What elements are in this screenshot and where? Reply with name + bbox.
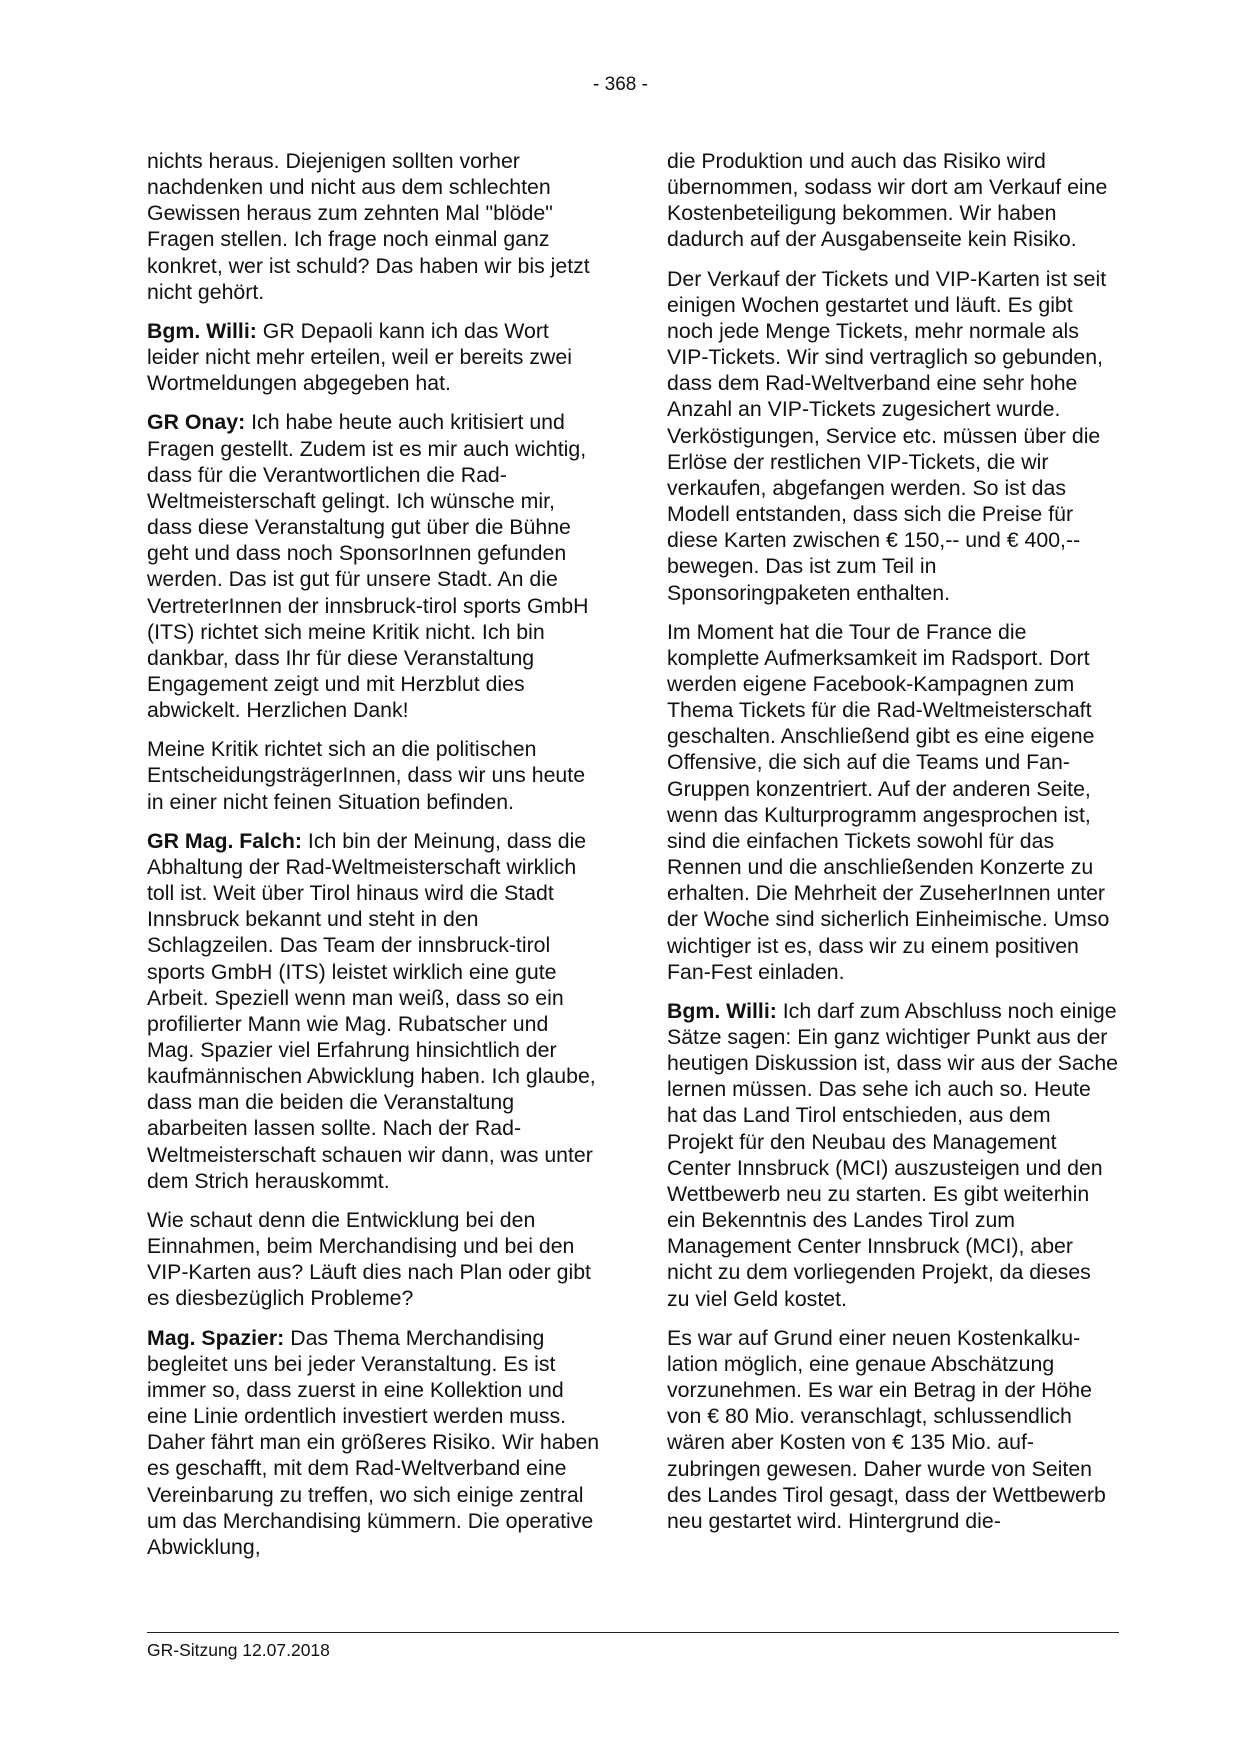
paragraph <box>667 998 1119 1312</box>
right-column <box>667 148 1119 1547</box>
speaker-name: GR Mag. Falch: <box>147 828 303 853</box>
paragraph-text: Ich darf zum Abschluss noch einige Sätze sagen: Ein ganz wichtiger Punkt aus der heutigen Diskussion ist, dass wir aus der Sache lernen müssen. Das sehe ich auch so. Heute hat das Land Tirol entschieden, aus dem Projekt für den Neubau des Management Center Innsbruck (MCI) auszusteigen und den Wettbewerb neu zu starten. Es gibt weiterhin ein Bekenntnis des Landes Tirol zum Management Center Innsbruck (MCI), aber nicht zu dem vorliegenden Projekt, da dieses zu viel Geld kostet. <box>667 998 1119 1311</box>
paragraph <box>147 409 601 723</box>
paragraph-text: Ich bin der Meinung, dass die Abhaltung der Rad-Weltmeisterschaft wirklich toll ist. Weit über Tirol hinaus wird die Stadt Innsbruck bekannt und steht in den Schlagzeilen. Das Team der innsbruck-tirol sports GmbH (ITS) leistet wirklich eine gute Arbeit. Speziell wenn man weiß, dass so ein profilierter Mann wie Mag. Rubatscher und Mag. Spazier viel Erfahrung hinsichtlich der kaufmännischen Abwicklung haben. Ich glaube, dass man die beiden die Veranstaltung abarbeiten lassen sollte. Nach der Rad-Weltmeisterschaft schauen wir dann, was unter dem Strich herauskommt. <box>147 828 596 1193</box>
paragraph <box>147 736 601 814</box>
paragraph-text: Meine Kritik richtet sich an die politischen EntscheidungsträgerInnen, dass wir uns heute in einer nicht feinen Situation befinden. <box>147 737 586 814</box>
paragraph <box>667 266 1119 606</box>
speaker-name: GR Onay: <box>147 410 246 435</box>
paragraph <box>667 619 1119 985</box>
paragraph <box>147 1325 601 1560</box>
paragraph <box>147 148 601 305</box>
paragraph-text: nichts heraus. Diejenigen sollten vorher nachdenken und nicht aus dem schlechten Gewissen heraus zum zehnten Mal "blöde" Fragen stellen. Ich frage noch einmal ganz konkret, wer ist schuld? Das haben wir bis jetzt nicht gehört. <box>147 149 590 304</box>
speaker-name: Bgm. Willi: <box>667 998 777 1023</box>
paragraph-text: Es war auf Grund einer neuen Kostenkalkulation möglich, eine genaue Abschätzung vorzunehmen. Es war ein Betrag in der Höhe von € 80 Mio. veranschlagt, schlussendlich wären aber Kosten von € 135 Mio. aufzubringen gewesen. Daher wurde von Seiten des Landes Tirol gesagt, dass der Wettbewerb neu gestartet wird. Hintergrund die- <box>667 1325 1106 1533</box>
paragraph-text: Ich habe heute auch kritisiert und Fragen gestellt. Zudem ist es mir auch wichtig, dass für die Verantwortlichen die Rad-Weltmeisterschaft gelingt. Ich wünsche mir, dass diese Veranstaltung gut über die Bühne geht und dass noch SponsorInnen gefunden werden. Das ist gut für unsere Stadt. An die VertreterInnen der innsbruck-tirol sports GmbH (ITS) richtet sich meine Kritik nicht. Ich bin dankbar, dass Ihr für diese Veranstaltung Engagement zeigt und mit Herzblut dies abwickelt. Herzlichen Dank! <box>147 410 589 723</box>
speaker-name: Bgm. Willi: <box>147 318 257 343</box>
footer-session-date: GR-Sitzung 12.07.2018 <box>147 1640 330 1660</box>
speaker-name: Mag. Spazier: <box>147 1325 285 1350</box>
footer-divider <box>147 1632 1119 1633</box>
paragraph <box>147 828 601 1194</box>
paragraph-text: die Produktion und auch das Risiko wird übernommen, sodass wir dort am Verkauf eine Kostenbeteiligung bekommen. Wir haben dadurch auf der Ausgabenseite kein Risiko. <box>667 149 1108 252</box>
paragraph <box>147 318 601 396</box>
paragraph-text: Das Thema Merchandising begleitet uns bei jeder Veranstaltung. Es ist immer so, dass zuerst in eine Kollektion und eine Linie ordentlich investiert werden muss. Daher fährt man ein größeres Risiko. Wir haben es geschafft, mit dem Rad-Weltverband eine Vereinbarung zu treffen, wo sich einige zentral um das Merchandising kümmern. Die operative Abwicklung, <box>147 1325 600 1559</box>
paragraph-text: Wie schaut denn die Entwicklung bei den Einnahmen, beim Merchandising und bei den VIP-Karten aus? Läuft dies nach Plan oder gibt es diesbezüglich Probleme? <box>147 1207 591 1311</box>
paragraph <box>147 1207 601 1312</box>
page-number: - 368 - <box>593 74 648 95</box>
left-column <box>147 148 601 1573</box>
paragraph-text: Im Moment hat die Tour de France die komplette Aufmerksamkeit im Radsport. Dort werden eigene Facebook-Kampagnen zum Thema Tickets für die Rad-Weltmeisterschaft geschalten. Anschließend gibt es eine eigene Offensive, die sich auf die Teams und Fan-Gruppen konzentriert. Auf der anderen Seite, wenn das Kulturprogramm angesprochen ist, sind die einfachen Tickets sowohl für das Rennen und die anschließenden Konzerte zu erhalten. Die Mehrheit der ZuseherInnen unter der Woche sind sicherlich Einheimische. Umso wichtiger ist es, dass wir zu einem positiven Fan-Fest einladen. <box>667 619 1110 984</box>
paragraph <box>667 148 1119 253</box>
paragraph <box>667 1325 1119 1534</box>
paragraph-text: GR Depaoli kann ich das Wort leider nicht mehr erteilen, weil er bereits zwei Wortmeldungen abgegeben hat. <box>147 318 572 396</box>
paragraph-text: Der Verkauf der Tickets und VIP-Karten ist seit einigen Wochen gestartet und läuft. Es gibt noch jede Menge Tickets, mehr normale als VIP-Tickets. Wir sind vertraglich so gebunden, dass dem Rad-Weltverband eine sehr hohe Anzahl an VIP-Tickets zugesichert wurde. Verköstigungen, Service etc. müssen über die Erlöse der restlichen VIP-Tickets, die wir verkaufen, abgefangen werden. So ist das Modell entstanden, dass sich die Preise für diese Karten zwischen € 150,-- und € 400,-- bewegen. Das ist zum Teil in Sponsoringpaketen enthalten. <box>667 266 1107 605</box>
